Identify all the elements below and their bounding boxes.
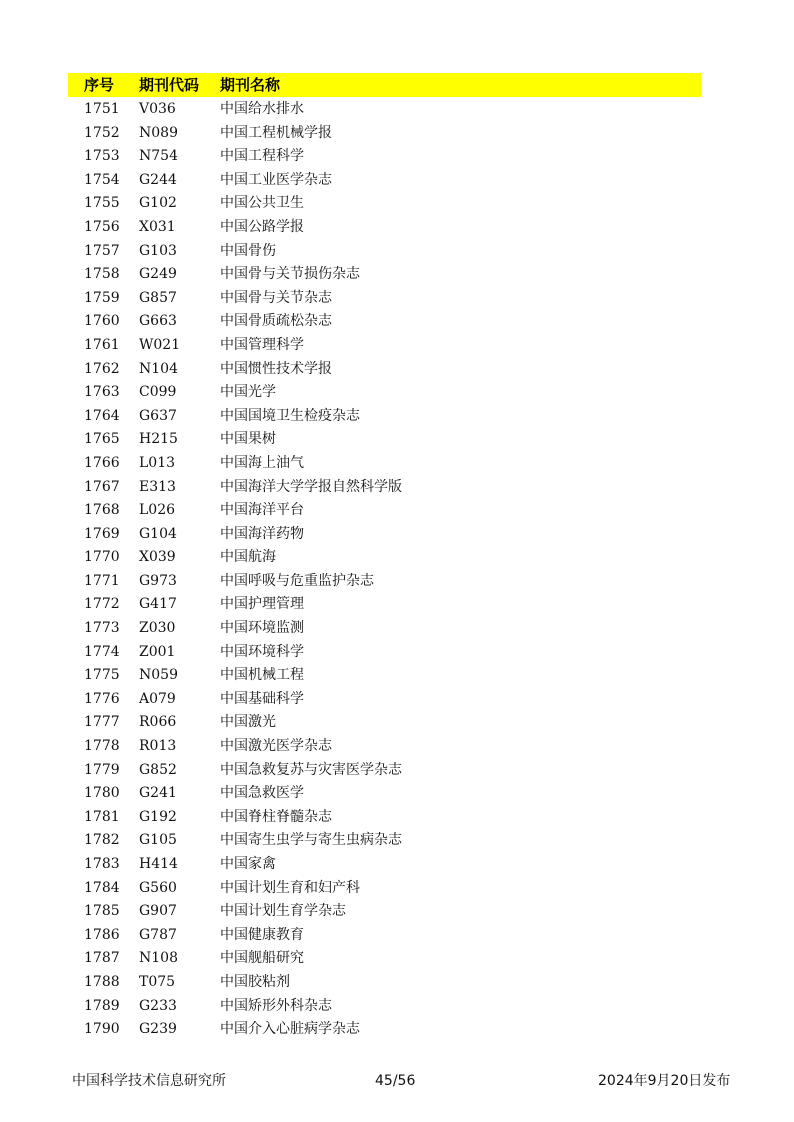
row-journal-name: 中国脊柱脊髓杂志 [220, 808, 332, 825]
row-journal-name: 中国骨质疏松杂志 [220, 313, 332, 330]
row-code: V036 [139, 101, 176, 117]
row-code: N059 [139, 667, 178, 684]
table-row [68, 262, 701, 286]
table-row [68, 970, 701, 994]
row-journal-name: 中国惯性技术学报 [220, 360, 332, 377]
table-row [68, 1017, 701, 1041]
row-code: G233 [139, 997, 177, 1014]
table-row [68, 121, 701, 145]
row-journal-name: 中国家禽 [220, 856, 276, 872]
table-row [68, 640, 701, 664]
row-journal-name: 中国健康教育 [220, 926, 304, 943]
table-row [68, 309, 701, 333]
row-seq: 1771 [84, 572, 120, 589]
table-header-row [68, 73, 701, 97]
header-name: 期刊名称 [220, 76, 281, 94]
row-journal-name: 中国海洋药物 [220, 525, 304, 542]
row-code: N089 [139, 124, 178, 141]
row-journal-name: 中国环境监测 [220, 620, 304, 637]
table-row [68, 451, 701, 475]
table-row [68, 805, 701, 829]
row-seq: 1768 [84, 502, 120, 519]
row-seq: 1770 [84, 549, 120, 566]
table-row [68, 357, 701, 381]
row-journal-name: 中国海上油气 [220, 454, 304, 471]
row-seq: 1775 [84, 667, 120, 684]
row-journal-name: 中国急救复苏与灾害医学杂志 [220, 761, 402, 778]
journal-table-body [68, 97, 701, 1041]
table-row [68, 427, 701, 451]
row-code: G105 [139, 832, 177, 849]
row-journal-name: 中国舰船研究 [220, 950, 304, 967]
row-journal-name: 中国环境科学 [220, 643, 304, 660]
row-code: G103 [139, 242, 177, 259]
row-seq: 1790 [84, 1021, 120, 1038]
row-seq: 1789 [84, 997, 120, 1014]
row-seq: 1756 [84, 218, 120, 235]
row-journal-name: 中国激光 [220, 714, 276, 731]
row-code: X031 [139, 218, 176, 235]
row-code: G239 [139, 1021, 177, 1038]
row-seq: 1772 [84, 596, 120, 613]
row-seq: 1752 [84, 124, 120, 141]
row-journal-name: 中国给水排水 [220, 101, 304, 117]
header-code: 期刊代码 [139, 76, 200, 94]
table-row [68, 522, 701, 546]
row-journal-name: 中国海洋大学学报自然科学版 [220, 478, 402, 495]
table-row [68, 946, 701, 970]
footer-page-number: 45/56 [375, 1073, 416, 1089]
table-row [68, 569, 701, 593]
row-code: G241 [139, 785, 177, 802]
row-seq: 1760 [84, 313, 120, 330]
row-seq: 1769 [84, 525, 120, 542]
table-row [68, 828, 701, 852]
table-row [68, 191, 701, 215]
table-row [68, 687, 701, 711]
row-code: R066 [139, 714, 177, 731]
row-journal-name: 中国工程机械学报 [220, 124, 332, 141]
row-journal-name: 中国公路学报 [220, 218, 304, 235]
row-code: G787 [139, 926, 177, 943]
row-journal-name: 中国机械工程 [220, 667, 304, 684]
row-seq: 1759 [84, 289, 120, 306]
table-row [68, 404, 701, 428]
row-code: G417 [139, 596, 177, 613]
row-seq: 1778 [84, 738, 120, 755]
table-row [68, 663, 701, 687]
row-journal-name: 中国急救医学 [220, 785, 304, 802]
row-journal-name: 中国呼吸与危重监护杂志 [220, 572, 374, 589]
row-code: G102 [139, 195, 177, 212]
table-row [68, 168, 701, 192]
row-seq: 1765 [84, 431, 120, 448]
row-journal-name: 中国管理科学 [220, 336, 304, 353]
row-journal-name: 中国骨与关节杂志 [220, 289, 332, 306]
table-row [68, 286, 701, 310]
row-code: C099 [139, 384, 177, 401]
row-seq: 1783 [84, 856, 120, 872]
row-seq: 1767 [84, 478, 120, 495]
row-code: G973 [139, 572, 177, 589]
row-seq: 1764 [84, 407, 120, 424]
row-code: N754 [139, 148, 178, 165]
table-row [68, 380, 701, 404]
row-journal-name: 中国计划生育学杂志 [220, 903, 346, 920]
row-seq: 1753 [84, 148, 120, 165]
row-code: H414 [139, 856, 178, 872]
row-code: Z001 [139, 643, 176, 660]
row-journal-name: 中国胶粘剂 [220, 973, 290, 990]
row-seq: 1780 [84, 785, 120, 802]
row-code: G637 [139, 407, 177, 424]
table-row [68, 239, 701, 263]
row-code: G104 [139, 525, 177, 542]
row-seq: 1758 [84, 266, 120, 283]
table-row [68, 899, 701, 923]
row-code: A079 [139, 690, 176, 707]
row-code: W021 [139, 336, 181, 353]
row-code: G244 [139, 171, 177, 188]
row-journal-name: 中国公共卫生 [220, 195, 304, 212]
row-journal-name: 中国果树 [220, 431, 276, 448]
row-code: L013 [139, 454, 176, 471]
row-code: G249 [139, 266, 177, 283]
table-row [68, 545, 701, 569]
row-journal-name: 中国矫形外科杂志 [220, 997, 332, 1014]
table-row [68, 923, 701, 947]
row-code: N108 [139, 950, 178, 967]
row-journal-name: 中国光学 [220, 384, 276, 401]
row-journal-name: 中国激光医学杂志 [220, 738, 332, 755]
row-code: G857 [139, 289, 177, 306]
row-code: G907 [139, 903, 177, 920]
table-row [68, 215, 701, 239]
row-journal-name: 中国航海 [220, 549, 276, 566]
row-code: X039 [139, 549, 176, 566]
table-row [68, 616, 701, 640]
row-journal-name: 中国国境卫生检疫杂志 [220, 407, 360, 424]
row-code: T075 [139, 973, 176, 990]
row-seq: 1757 [84, 242, 120, 259]
row-code: G663 [139, 313, 177, 330]
table-row [68, 498, 701, 522]
row-seq: 1786 [84, 926, 120, 943]
row-seq: 1751 [84, 101, 120, 117]
row-seq: 1761 [84, 336, 120, 353]
footer-publisher: 中国科学技术信息研究所 [72, 1073, 226, 1089]
row-code: G852 [139, 761, 177, 778]
row-journal-name: 中国基础科学 [220, 690, 304, 707]
row-seq: 1763 [84, 384, 120, 401]
row-code: G192 [139, 808, 177, 825]
row-journal-name: 中国工程科学 [220, 148, 304, 165]
row-code: G560 [139, 879, 177, 896]
row-seq: 1762 [84, 360, 120, 377]
row-seq: 1774 [84, 643, 120, 660]
row-seq: 1784 [84, 879, 120, 896]
row-seq: 1782 [84, 832, 120, 849]
table-row [68, 734, 701, 758]
row-journal-name: 中国海洋平台 [220, 502, 304, 519]
header-seq: 序号 [84, 76, 115, 94]
table-row [68, 781, 701, 805]
row-code: R013 [139, 738, 177, 755]
row-seq: 1787 [84, 950, 120, 967]
row-journal-name: 中国计划生育和妇产科 [220, 879, 360, 896]
table-row [68, 475, 701, 499]
table-row [68, 876, 701, 900]
row-journal-name: 中国骨伤 [220, 242, 276, 259]
table-row [68, 758, 701, 782]
row-seq: 1781 [84, 808, 120, 825]
row-seq: 1754 [84, 171, 120, 188]
table-row [68, 592, 701, 616]
footer-publish-date: 2024年9月20日发布 [598, 1073, 731, 1089]
row-journal-name: 中国寄生虫学与寄生虫病杂志 [220, 832, 402, 849]
row-journal-name: 中国介入心脏病学杂志 [220, 1021, 360, 1038]
table-row [68, 144, 701, 168]
row-code: N104 [139, 360, 178, 377]
row-seq: 1776 [84, 690, 120, 707]
row-journal-name: 中国工业医学杂志 [220, 171, 332, 188]
table-row [68, 994, 701, 1018]
table-row [68, 97, 701, 121]
table-row [68, 333, 701, 357]
row-seq: 1755 [84, 195, 120, 212]
row-seq: 1766 [84, 454, 120, 471]
table-row [68, 852, 701, 876]
row-seq: 1785 [84, 903, 120, 920]
row-code: L026 [139, 502, 176, 519]
table-row [68, 710, 701, 734]
row-seq: 1779 [84, 761, 120, 778]
row-seq: 1777 [84, 714, 120, 731]
row-journal-name: 中国骨与关节损伤杂志 [220, 266, 360, 283]
row-code: E313 [139, 478, 176, 495]
row-journal-name: 中国护理管理 [220, 596, 304, 613]
row-seq: 1788 [84, 973, 120, 990]
row-code: H215 [139, 431, 178, 448]
row-code: Z030 [139, 620, 176, 637]
row-seq: 1773 [84, 620, 120, 637]
